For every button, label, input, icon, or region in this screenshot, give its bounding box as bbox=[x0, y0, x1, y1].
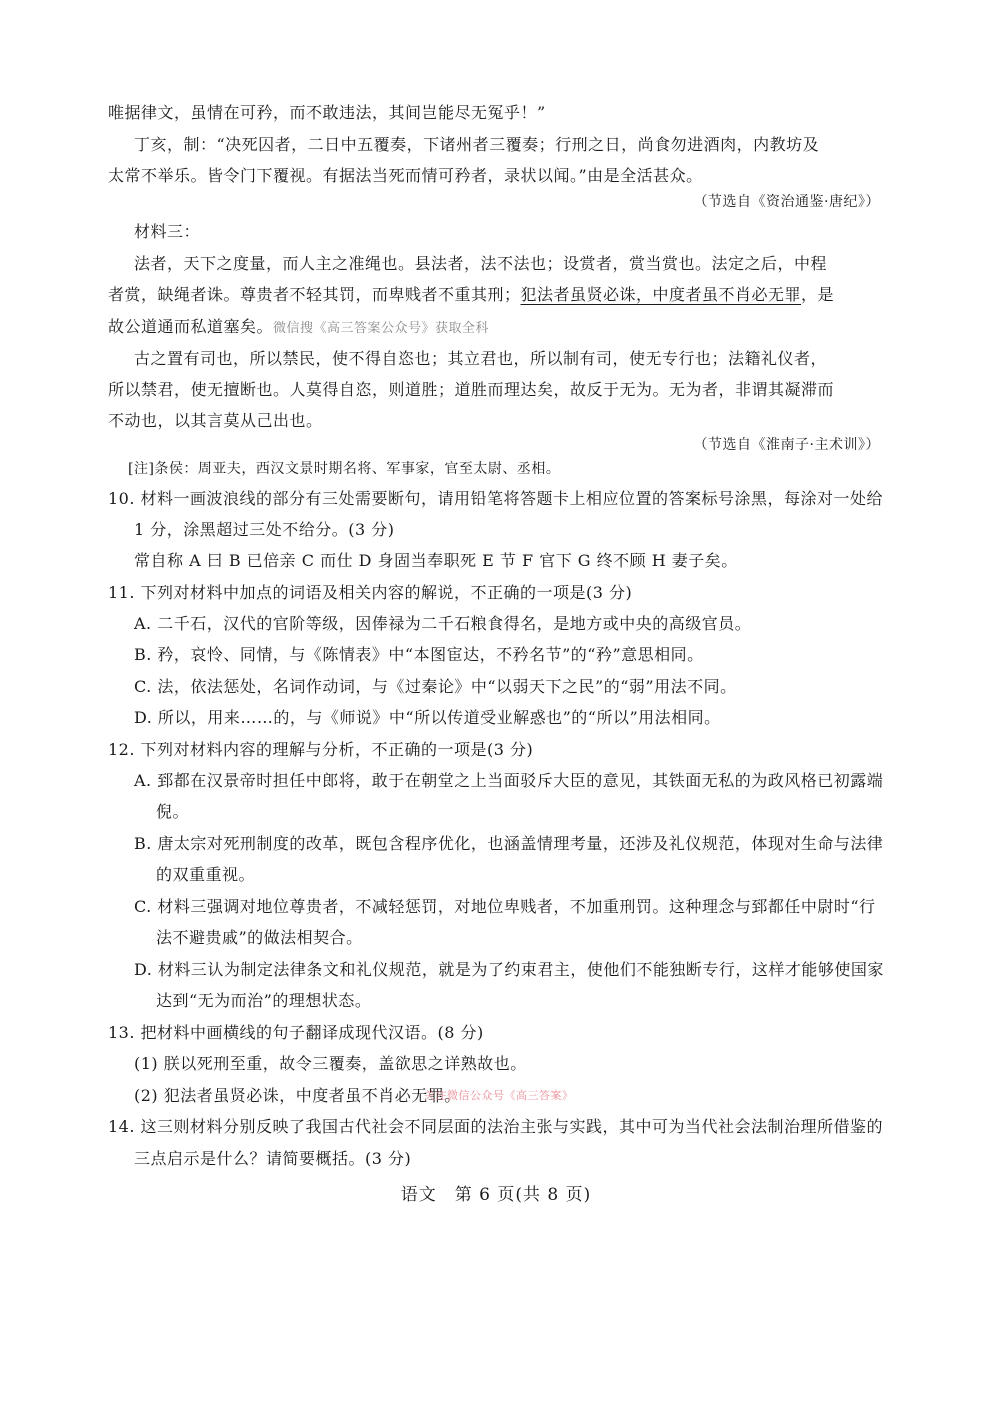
text-line: B. 矜，哀怜、同情，与《陈情表》中“本图宦达，不矜名节”的“矜”意思相同。 bbox=[134, 645, 704, 664]
text-line: A. 郅都在汉景帝时担任中郎将，敢于在朝堂之上当面驳斥大臣的意见，其铁面无私的为政风格已初露端 bbox=[134, 771, 884, 790]
text-line: 材料三： bbox=[134, 222, 201, 241]
text-line: 古之置有司也，所以禁民，使不得自恣也；其立君也，所以制有司，使无专行也；法籍礼仪者， bbox=[134, 349, 828, 368]
text-line: 常自称 A 曰 B 已倍亲 C 而仕 D 身固当奉职死 E 节 F 官下 G 终不顾 H 妻子矣。 bbox=[134, 551, 738, 570]
text-line: 1 分，涂黑超过三处不给分。(3 分) bbox=[134, 520, 395, 539]
text-line: (1) 朕以死刑至重，故令三覆奏，盖欲思之详熟故也。 bbox=[134, 1054, 527, 1073]
text-line: 10. 材料一画波浪线的部分有三处需要断句，请用铅笔将答题卡上相应位置的答案标号涂黑，每涂对一处给 bbox=[108, 489, 884, 508]
text-line: 所以禁君，使无擅断也。人莫得自恣，则道胜；道胜而理达矣，故反于无为。无为者，非谓其凝滞而 bbox=[108, 380, 835, 399]
red-watermark: 关注微信公众号《高三答案》 bbox=[424, 1089, 574, 1102]
watermark-text: 微信搜《高三答案公众号》获取全科 bbox=[273, 321, 490, 336]
text-segment: 故公道通而私道塞矣。 bbox=[108, 317, 274, 336]
text-line: B. 唐太宗对死刑制度的改革，既包含程序优化，也涵盖情理考量，还涉及礼仪规范，体现对生命与法律 bbox=[134, 834, 884, 853]
source-citation-2: （节选自《淮南子·主术训》） bbox=[693, 437, 880, 453]
text-line: C. 材料三强调对地位尊贵者，不减轻惩罚，对地位卑贱者，不加重刑罚。这种理念与郅都任中尉时“行 bbox=[134, 897, 876, 916]
text-line: 法者，天下之度量，而人主之准绳也。县法者，法不法也；设赏者，赏当赏也。法定之后，中程 bbox=[134, 254, 828, 273]
text-line: 倪。 bbox=[156, 802, 190, 821]
text-segment: ，是 bbox=[801, 285, 835, 304]
text-line-underlined bbox=[108, 285, 834, 305]
text-line: 太常不举乐。皆令门下覆视。有据法当死而情可矜者，录状以闻。”由是全活甚众。 bbox=[108, 166, 703, 185]
text-line: C. 法，依法惩处，名词作动词，与《过秦论》中“以弱天下之民”的“弱”用法不同。 bbox=[134, 677, 737, 696]
text-line: 11. 下列对材料中加点的词语及相关内容的解说，不正确的一项是(3 分) bbox=[108, 583, 633, 602]
text-line: D. 所以，用来……的，与《师说》中“所以传道受业解惑也”的“所以”用法相同。 bbox=[134, 708, 721, 727]
text-line: 12. 下列对材料内容的理解与分析，不正确的一项是(3 分) bbox=[108, 740, 534, 759]
text-line: 唯据律文，虽情在可矜，而不敢违法，其间岂能尽无冤乎！” bbox=[108, 103, 546, 122]
text-line: 的双重重视。 bbox=[156, 865, 256, 884]
text-line: 三点启示是什么？请简要概括。(3 分) bbox=[134, 1149, 412, 1168]
text-line: 达到“无为而治”的理想状态。 bbox=[156, 991, 372, 1010]
text-line: D. 材料三认为制定法律条文和礼仪规范，就是为了约束君主，使他们不能独断专行，这样才能够使国家 bbox=[134, 960, 884, 979]
text-line-watermark bbox=[108, 317, 489, 339]
text-segment: 者赏，缺绳者诛。尊贵者不轻其罚，而卑贱者不重其刑； bbox=[108, 285, 521, 304]
source-citation-1: （节选自《资治通鉴·唐纪》） bbox=[693, 194, 880, 210]
text-line: (2) 犯法者虽贤必诛，中度者虽不肖必无罪。 bbox=[134, 1086, 461, 1105]
underlined-sentence: 犯法者虽贤必诛，中度者虽不肖必无罪 bbox=[520, 285, 802, 304]
text-line: 13. 把材料中画横线的句子翻译成现代汉语。(8 分) bbox=[108, 1023, 484, 1042]
footnote: [注]条侯：周亚夫，西汉文景时期名将、军事家，官至太尉、丞相。 bbox=[128, 461, 561, 477]
text-line: 14. 这三则材料分别反映了我国古代社会不同层面的法治主张与实践，其中可为当代社会法制治理所借鉴的 bbox=[108, 1117, 884, 1136]
text-line: 法不避贵戚”的做法相契合。 bbox=[156, 928, 363, 947]
text-line: 丁亥，制：“决死囚者，二日中五覆奏，下诸州者三覆奏；行刑之日，尚食勿进酒肉，内教坊及 bbox=[134, 135, 820, 154]
text-line: 不动也，以其言莫从己出也。 bbox=[108, 411, 323, 430]
text-line: A. 二千石，汉代的官阶等级，因俸禄为二千石粮食得名，是地方或中央的高级官员。 bbox=[134, 614, 752, 633]
page-footer: 语文 第 6 页(共 8 页) bbox=[400, 1185, 592, 1205]
